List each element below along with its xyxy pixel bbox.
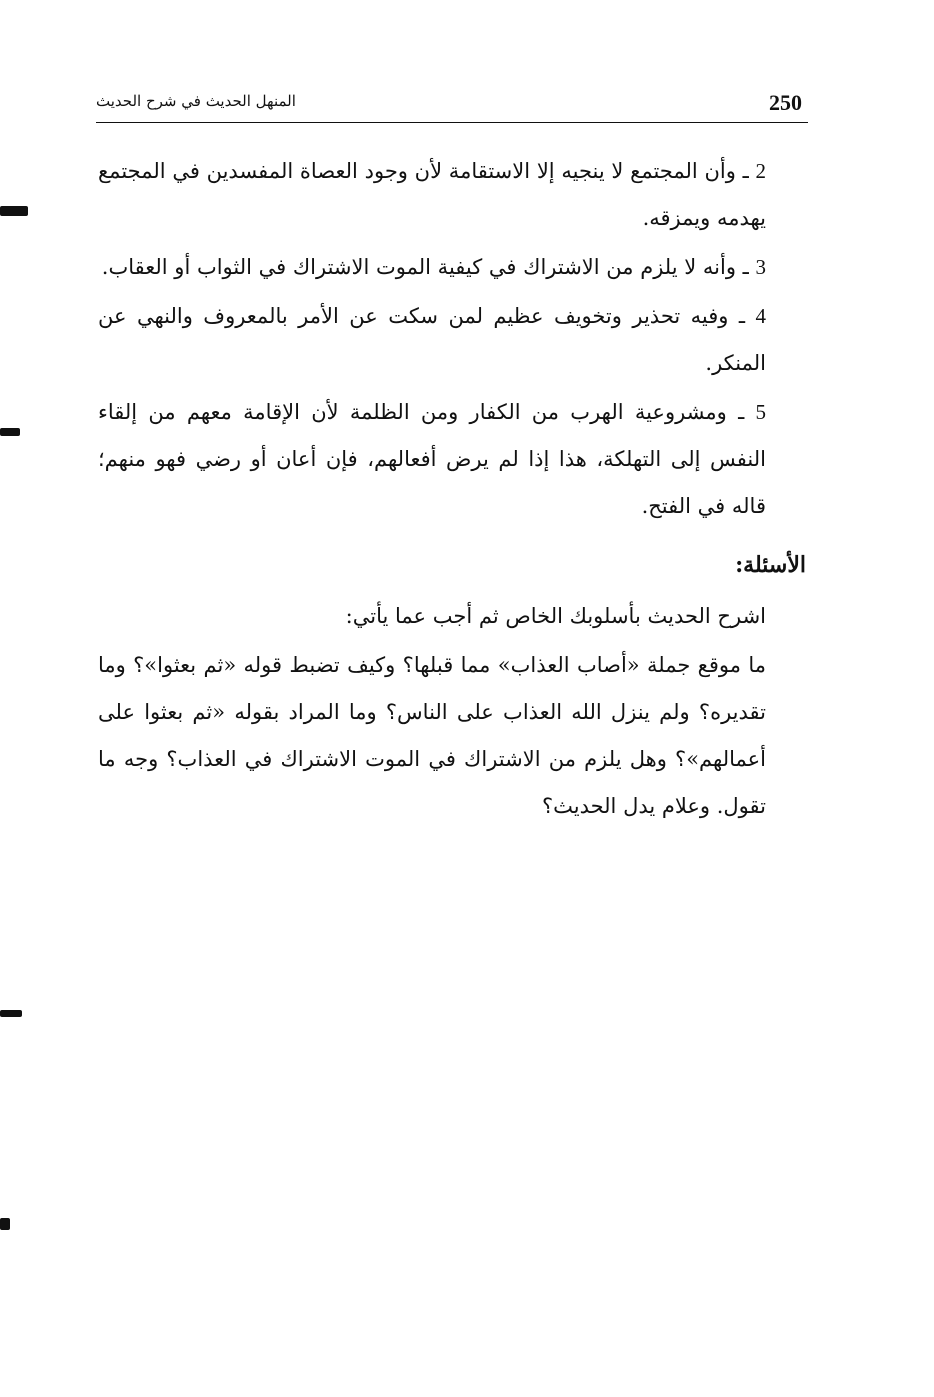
header-rule [96,122,808,123]
point-text: ـ وأنه لا يلزم من الاشتراك في كيفية الموت الاشتراك في الثواب أو العقاب. [101,255,749,279]
page-header [96,88,808,122]
questions-text: ما موقع جملة «أصاب العذاب» مما قبلها؟ وكيف تضبط قوله «ثم بعثوا»؟ وما تقديره؟ ولم ينزل الله العذاب على الناس؟ وما المراد بقوله «ثم بعثوا على أعمالهم»؟ وهل يلزم من الاشتراك في الموت الاشتراك في العذاب؟ وجه ما تقول. وعلام يدل الحديث؟ [98,653,766,818]
page-body [98,148,806,830]
point-number: 5 [755,400,766,424]
point-text: ـ ومشروعية الهرب من الكفار ومن الظلمة لأن الإقامة معهم من إلقاء النفس إلى التهلكة، هذا إذا لم يرض أفعالهم، فإن أعان أو رضي فهو منهم؛ قاله في الفتح. [98,400,766,518]
scan-edge-mark [0,206,28,216]
point-3 [98,244,806,291]
point-text: ـ وأن المجتمع لا ينجيه إلا الاستقامة لأن وجود العصاة المفسدين في المجتمع يهدمه ويمزقه. [98,159,766,230]
point-5 [98,389,806,530]
questions-instruction: اشرح الحديث بأسلوبك الخاص ثم أجب عما يأتي: [345,604,766,628]
scan-edge-mark [0,1218,10,1230]
point-text: ـ وفيه تحذير وتخويف عظيم لمن سكت عن الأمر بالمعروف والنهي عن المنكر. [98,304,766,375]
scan-edge-mark [0,428,20,436]
point-2 [98,148,806,242]
scan-edge-mark [0,1010,22,1017]
point-number: 3 [755,255,766,279]
point-4 [98,293,806,387]
running-title: المنهل الحديث في شرح الحديث [96,92,296,110]
point-number: 2 [755,159,766,183]
page-number: 250 [769,90,802,115]
point-number: 4 [755,304,766,328]
questions-heading: الأسئلة: [735,552,806,578]
